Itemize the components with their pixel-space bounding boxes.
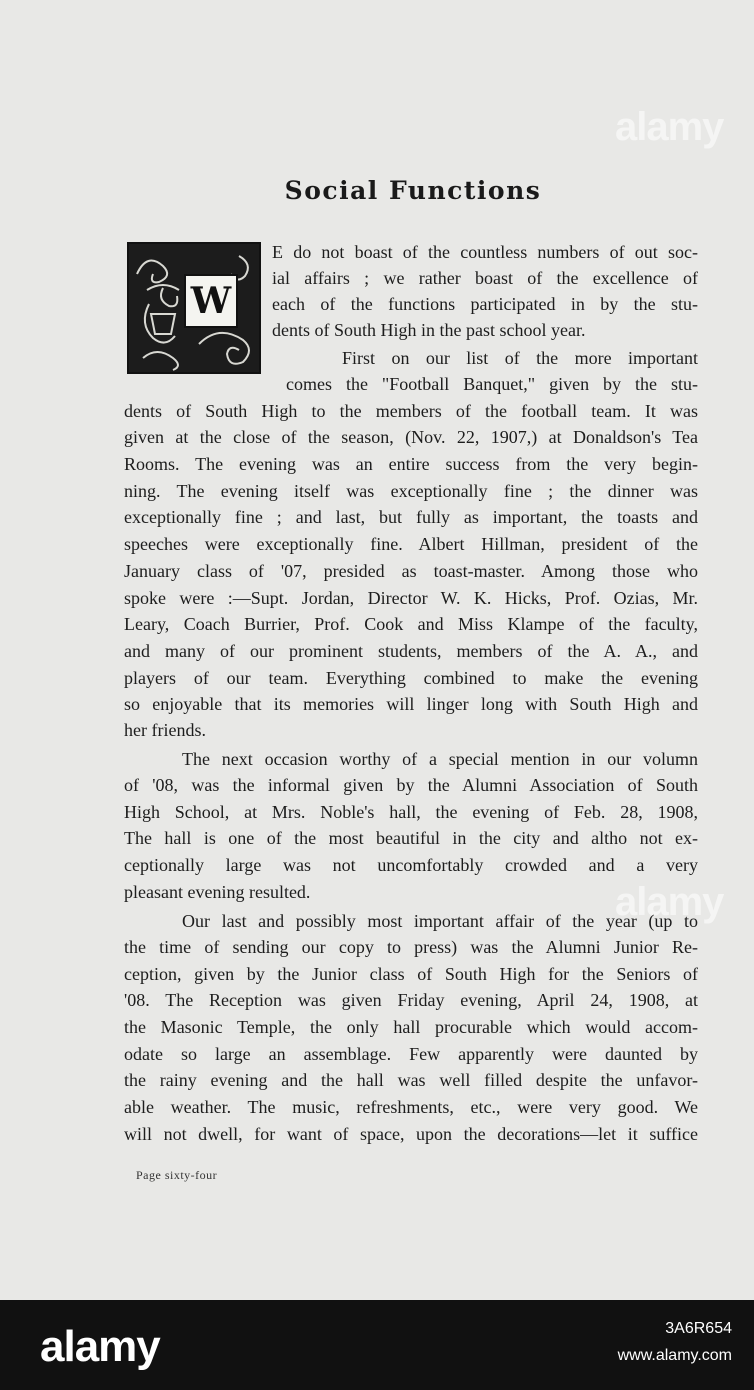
body-line: ception, given by the Junior class of South High for the Seniors of	[124, 964, 698, 984]
stock-photo-bar	[0, 1300, 754, 1390]
site-url: www.alamy.com	[617, 1347, 732, 1364]
body-line: E do not boast of the countless numbers of out soc-	[272, 242, 698, 262]
body-line: Rooms. The evening was an entire success from the very begin-	[124, 454, 698, 474]
body-line: The hall is one of the most beautiful in the city and altho not ex-	[124, 828, 698, 848]
body-line: dents of South High to the members of the football team. It was	[124, 401, 698, 421]
body-line: Leary, Coach Burrier, Prof. Cook and Miss Klampe of the faculty,	[124, 614, 698, 634]
body-line: the time of sending our copy to press) was the Alumni Junior Re-	[124, 937, 698, 957]
watermark: alamy	[615, 880, 724, 924]
body-line: '08. The Reception was given Friday evening, April 24, 1908, at	[124, 990, 698, 1010]
body-line: and many of our prominent students, members of the A. A., and	[124, 641, 698, 661]
body-line: First on our list of the more important	[342, 348, 698, 368]
body-line: her friends.	[124, 720, 206, 740]
body-line: speeches were exceptionally fine. Albert Hillman, president of the	[124, 534, 698, 554]
body-line: will not dwell, for want of space, upon the decorations—let it suffice	[124, 1124, 698, 1144]
page-number: Page sixty-four	[136, 1168, 218, 1182]
page-title: Social Functions	[284, 176, 542, 205]
body-line: pleasant evening resulted.	[124, 882, 311, 902]
body-line: players of our team. Everything combined to make the evening	[124, 668, 698, 688]
stock-logo: alamy	[40, 1322, 160, 1371]
body-line: each of the functions participated in by the stu-	[272, 294, 698, 314]
body-line: so enjoyable that its memories will linger long with South High and	[124, 694, 698, 714]
body-line: ning. The evening itself was exceptionally fine ; the dinner was	[124, 481, 698, 501]
body-line: given at the close of the season, (Nov. 22, 1907,) at Donaldson's Tea	[124, 427, 698, 447]
body-line: dents of South High in the past school year.	[272, 320, 586, 340]
body-line: January class of '07, presided as toast-master. Among those who	[124, 561, 698, 581]
body-line: able weather. The music, refreshments, etc., were very good. We	[124, 1097, 698, 1117]
body-line: Our last and possibly most important affair of the year (up to	[182, 911, 698, 931]
body-line: the Masonic Temple, the only hall procurable which would accom-	[124, 1017, 698, 1037]
image-id: 3A6R654	[665, 1320, 732, 1337]
watermark: alamy	[615, 105, 724, 149]
body-line: The next occasion worthy of a special mention in our volumn	[182, 749, 698, 769]
body-line: High School, at Mrs. Noble's hall, the evening of Feb. 28, 1908,	[124, 802, 698, 822]
body-line: the rainy evening and the hall was well filled despite the unfavor-	[124, 1070, 698, 1090]
drop-cap-letter: W	[184, 274, 238, 328]
body-line: spoke were :—Supt. Jordan, Director W. K. Hicks, Prof. Ozias, Mr.	[124, 588, 698, 608]
body-line: comes the "Football Banquet," given by the stu-	[286, 374, 698, 394]
decorative-drop-cap	[127, 242, 261, 374]
body-line: ial affairs ; we rather boast of the excellence of	[272, 268, 698, 288]
body-line: odate so large an assemblage. Few apparently were daunted by	[124, 1044, 698, 1064]
body-line: ceptionally large was not uncomfortably crowded and a very	[124, 855, 698, 875]
body-line: of '08, was the informal given by the Alumni Association of South	[124, 775, 698, 795]
body-line: exceptionally fine ; and last, but fully as important, the toasts and	[124, 507, 698, 527]
